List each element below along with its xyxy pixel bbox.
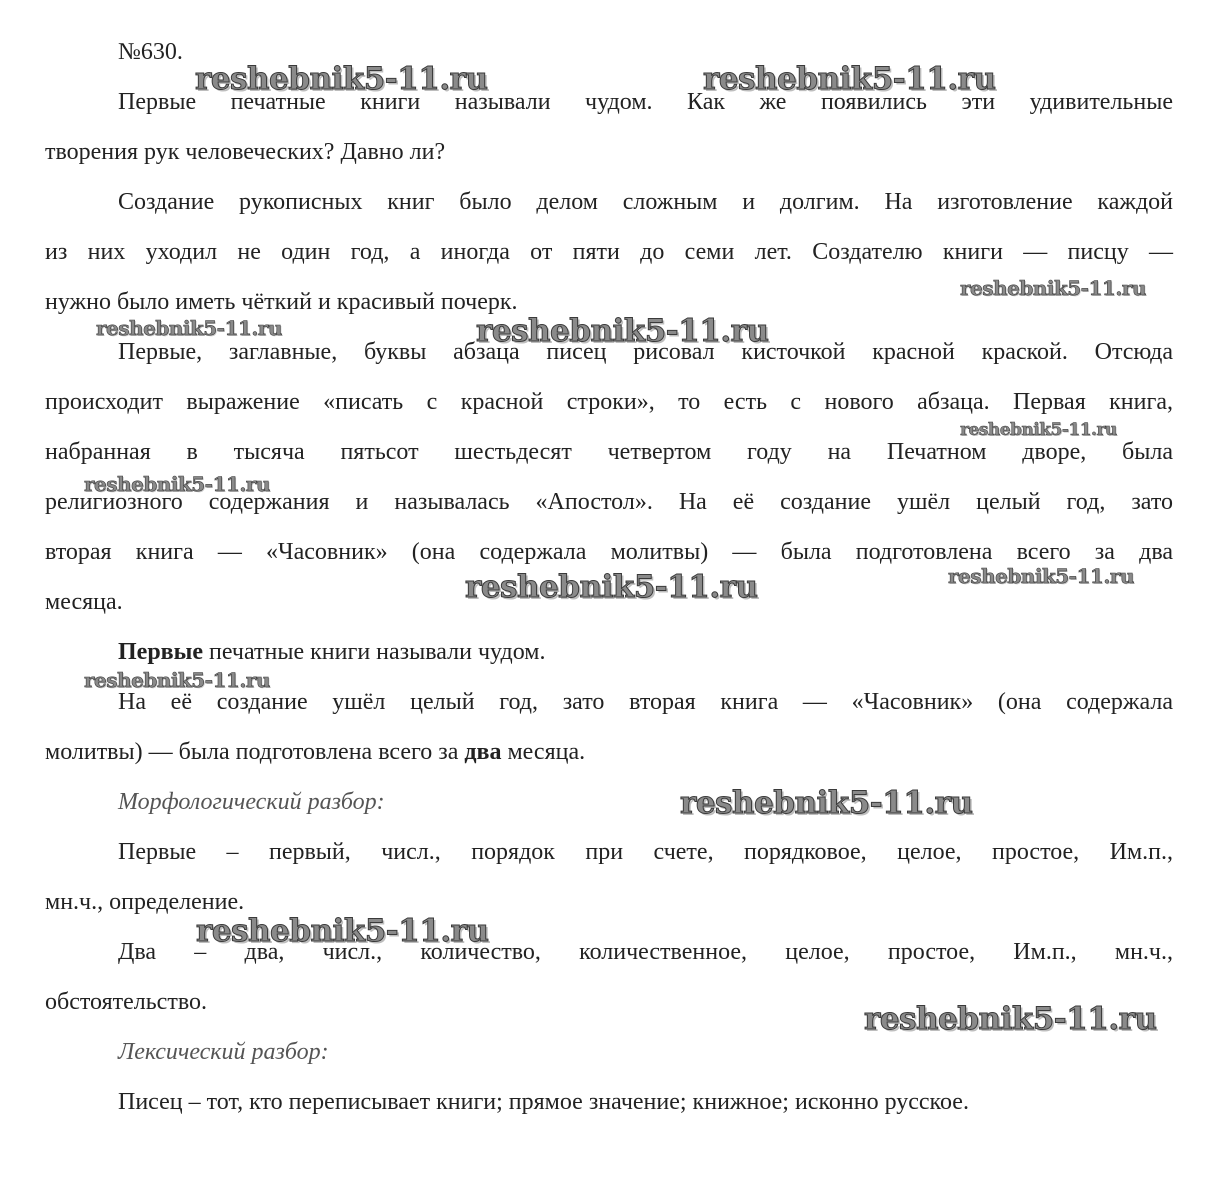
watermark: reshebnik5-11.ru bbox=[960, 420, 1117, 440]
paragraph-3-line-1: Первые, заглавные, буквы абзаца писец рисовал кисточкой красной краской. Отсюда bbox=[118, 339, 1173, 365]
paragraph-3-line-4: религиозного содержания и называлась «Апостол». На её создание ушёл целый год, зато bbox=[45, 489, 1173, 515]
paragraph-3-line-2: происходит выражение «писать с красной строки», то есть с нового абзаца. Первая книга, bbox=[45, 389, 1173, 415]
example-sentence-2-line-2 bbox=[45, 737, 585, 767]
bold-word-pervye: Первые bbox=[118, 639, 204, 665]
example-sentence-2-part-a: молитвы) — была подготовлена всего за bbox=[45, 739, 465, 765]
morph-entry-1-line-1: Первые – первый, числ., порядок при счете, порядковое, целое, простое, Им.п., bbox=[118, 839, 1173, 865]
watermark: reshebnik5-11.ru bbox=[476, 313, 769, 349]
paragraph-2-line-2: из них уходил не один год, а иногда от пяти до семи лет. Создателю книги — писцу — bbox=[45, 239, 1173, 265]
watermark: reshebnik5-11.ru bbox=[96, 316, 282, 340]
lex-entry-line-1: Писец – тот, кто переписывает книги; прямое значение; книжное; исконно русское. bbox=[118, 1089, 969, 1115]
watermark: reshebnik5-11.ru bbox=[948, 564, 1134, 588]
paragraph-3-line-6: месяца. bbox=[45, 589, 123, 615]
watermark: reshebnik5-11.ru bbox=[84, 668, 270, 692]
morph-entry-2-line-1: Два – два, числ., количество, количественное, целое, простое, Им.п., мн.ч., bbox=[118, 939, 1173, 965]
watermark: reshebnik5-11.ru bbox=[195, 61, 488, 97]
paragraph-3-line-5: вторая книга — «Часовник» (она содержала молитвы) — была подготовлена всего за два bbox=[45, 539, 1173, 565]
morph-entry-2-line-2: обстоятельство. bbox=[45, 989, 207, 1015]
paragraph-1-line-1: Первые печатные книги называли чудом. Как же появились эти удивительные bbox=[118, 89, 1173, 115]
lex-heading: Лексический разбор: bbox=[118, 1039, 329, 1065]
example-sentence-2-part-b: месяца. bbox=[501, 739, 586, 765]
watermark: reshebnik5-11.ru bbox=[960, 276, 1146, 300]
watermark: reshebnik5-11.ru bbox=[196, 913, 489, 949]
example-sentence-2-line-1: На её создание ушёл целый год, зато вторая книга — «Часовник» (она содержала bbox=[118, 689, 1173, 715]
paragraph-2-line-3: нужно было иметь чёткий и красивый почерк. bbox=[45, 289, 518, 315]
watermark: reshebnik5-11.ru bbox=[864, 1001, 1157, 1037]
morph-heading: Морфологический разбор: bbox=[118, 789, 385, 815]
paragraph-3-line-3: набранная в тысяча пятьсот шестьдесят четвертом году на Печатном дворе, была bbox=[45, 439, 1173, 465]
paragraph-2-line-1: Создание рукописных книг было делом сложным и долгим. На изготовление каждой bbox=[118, 189, 1173, 215]
watermark: reshebnik5-11.ru bbox=[465, 569, 758, 605]
watermark: reshebnik5-11.ru bbox=[680, 785, 973, 821]
watermark: reshebnik5-11.ru bbox=[84, 472, 270, 496]
example-sentence-1 bbox=[118, 637, 545, 667]
example-sentence-1-rest: печатные книги называли чудом. bbox=[203, 639, 546, 665]
task-number: №630. bbox=[118, 39, 183, 65]
morph-entry-1-line-2: мн.ч., определение. bbox=[45, 889, 245, 915]
watermark: reshebnik5-11.ru bbox=[703, 61, 996, 97]
bold-word-dva: два bbox=[464, 739, 502, 765]
paragraph-1-line-2: творения рук человеческих? Давно ли? bbox=[45, 139, 446, 165]
